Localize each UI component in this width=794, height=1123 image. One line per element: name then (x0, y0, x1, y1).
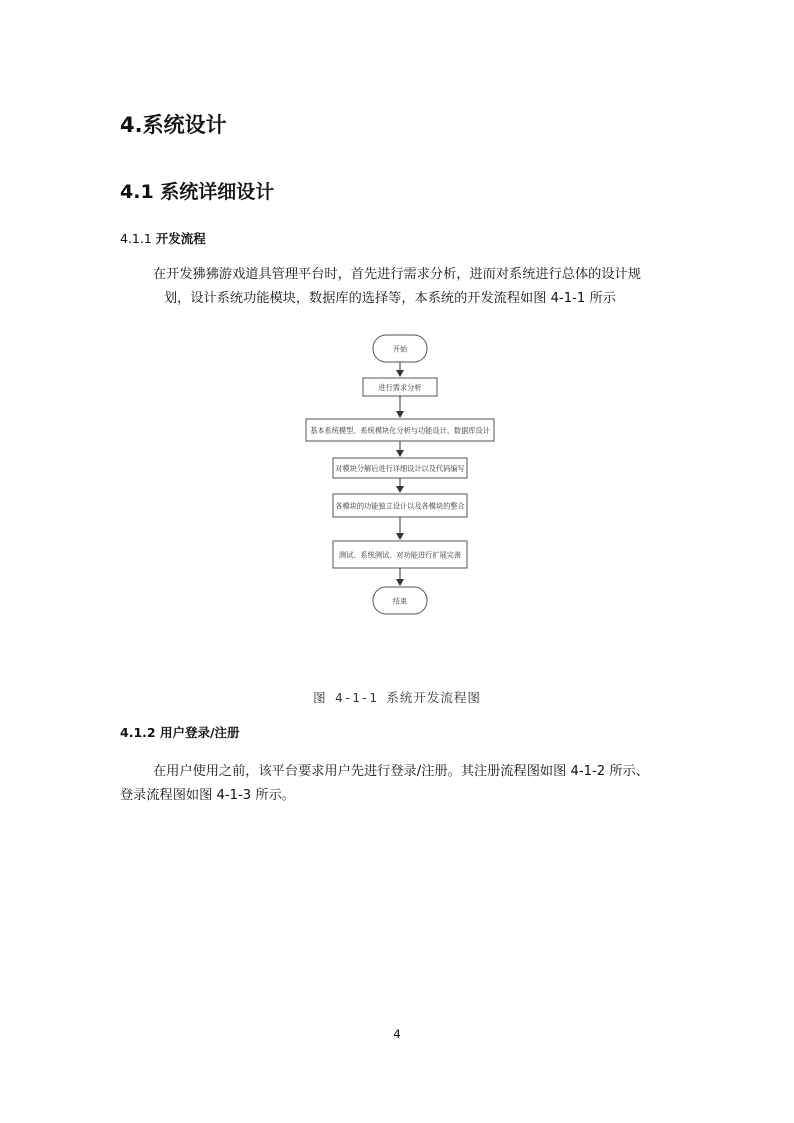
figure-caption: 图 4-1-1 系统开发流程图 (313, 690, 481, 705)
flow-node-start-label: 开始 (392, 344, 408, 354)
flow-node-detailed-design (333, 458, 467, 478)
subsection-number: 4.1.1 (120, 231, 152, 246)
paragraph-2-line-2: 登录流程图如图 4-1-3 所示。 (120, 788, 295, 803)
page-number: 4 (393, 1027, 401, 1041)
flow-node-detailed-design-label: 对模块分解后进行详细设计以及代码编写 (335, 464, 465, 473)
flow-node-module-integration (333, 494, 467, 517)
flow-node-module-integration-label: 各模块的功能独立设计以及各模块的整合 (335, 501, 465, 511)
section-heading: 4.1 系统详细设计 (120, 181, 275, 203)
flow-node-system-design-label: 基本系统模型、系统模块化分析与功能设计、数据库设计 (310, 426, 490, 435)
subsection-title: 开发流程 (155, 231, 206, 246)
chapter-heading: 4.系统设计 (120, 113, 227, 137)
flow-node-end-label: 结束 (392, 596, 408, 606)
paragraph-1-line-1: 在开发狒狒游戏道具管理平台时，首先进行需求分析，进而对系统进行总体的设计规 (153, 267, 641, 282)
flow-node-requirements-label: 进行需求分析 (378, 383, 422, 392)
subsection-heading-login: 4.1.2 用户登录/注册 (120, 725, 240, 740)
flow-node-start (373, 335, 427, 362)
flow-node-requirements (363, 378, 437, 396)
paragraph-2-line-1: 在用户使用之前，该平台要求用户先进行登录/注册。其注册流程图如图 4-1-2 所示、 (153, 764, 649, 779)
flow-node-testing (333, 541, 467, 568)
flow-node-testing-label: 测试、系统测试、对功能进行扩展完善 (338, 550, 462, 560)
flow-node-end (373, 587, 427, 614)
flow-node-system-design (306, 419, 494, 441)
paragraph-1-line-2: 划，设计系统功能模块，数据库的选择等，本系统的开发流程如图 4-1-1 所示 (164, 291, 616, 306)
